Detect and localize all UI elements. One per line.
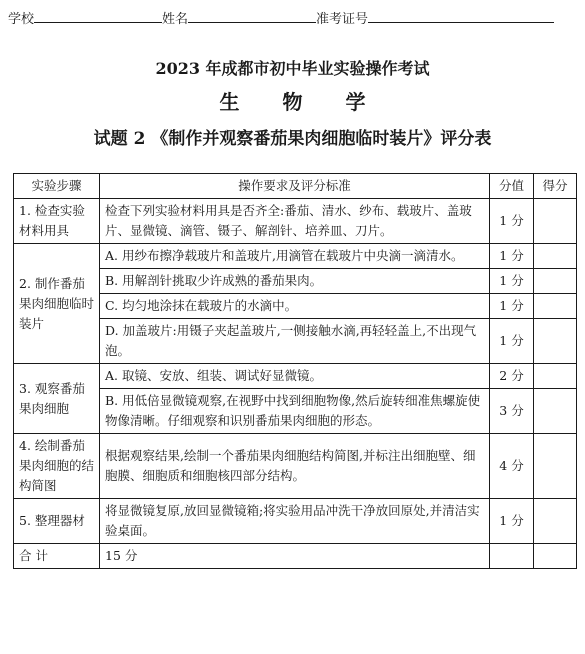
table-row [14, 499, 577, 544]
points-cell: 1 分 [490, 319, 534, 364]
table-row [14, 364, 577, 389]
score-cell[interactable] [534, 364, 577, 389]
criteria-cell: 根据观察结果,绘制一个番茄果肉细胞结构简图,并标注出细胞壁、细胞膜、细胞质和细胞核四部分结构。 [100, 434, 490, 499]
criteria-cell: D. 加盖玻片:用镊子夹起盖玻片,一侧接触水滴,再轻轻盖上,不出现气泡。 [100, 319, 490, 364]
school-label: 学校 [8, 12, 35, 27]
total-score-cell[interactable] [534, 544, 577, 569]
school-field[interactable] [34, 10, 162, 23]
score-cell[interactable] [534, 244, 577, 269]
scoring-table [13, 173, 577, 569]
table-header-row [14, 174, 577, 199]
criteria-cell: A. 用纱布擦净载玻片和盖玻片,用滴管在载玻片中央滴一滴清水。 [100, 244, 490, 269]
exam-no-field[interactable] [368, 10, 554, 23]
criteria-cell: A. 取镜、安放、组装、调试好显微镜。 [100, 364, 490, 389]
points-cell: 3 分 [490, 389, 534, 434]
table-row [14, 199, 577, 244]
score-cell[interactable] [534, 434, 577, 499]
step-cell: 2. 制作番茄果肉细胞临时装片 [14, 244, 100, 364]
exam-no-label: 准考证号 [316, 12, 369, 27]
subject-title: 生 物 学 [219, 90, 384, 114]
criteria-cell: B. 用低倍显微镜观察,在视野中找到细胞物像,然后旋转细准焦螺旋使物像清晰。仔细观察和识别番茄果肉细胞的形态。 [100, 389, 490, 434]
score-cell[interactable] [534, 389, 577, 434]
points-cell: 2 分 [490, 364, 534, 389]
total-value: 15 分 [100, 544, 490, 569]
test-title: 试题 2 《制作并观察番茄果肉细胞临时装片》评分表 [93, 129, 492, 149]
exam-info-header [8, 8, 578, 27]
exam-title: 2023 年成都市初中毕业实验操作考试 [155, 59, 430, 78]
criteria-cell: C. 均匀地涂抹在载玻片的水滴中。 [100, 294, 490, 319]
header-criteria: 操作要求及评分标准 [100, 174, 490, 199]
total-points-cell [490, 544, 534, 569]
score-cell[interactable] [534, 199, 577, 244]
table-row [14, 434, 577, 499]
header-step: 实验步骤 [14, 174, 100, 199]
total-label: 合 计 [14, 544, 100, 569]
points-cell: 4 分 [490, 434, 534, 499]
header-score: 得分 [534, 174, 577, 199]
step-cell: 3. 观察番茄果肉细胞 [14, 364, 100, 434]
points-cell: 1 分 [490, 199, 534, 244]
table-row [14, 244, 577, 269]
points-cell: 1 分 [490, 294, 534, 319]
score-cell[interactable] [534, 499, 577, 544]
total-row [14, 544, 577, 569]
step-cell: 5. 整理器材 [14, 499, 100, 544]
header-points: 分值 [490, 174, 534, 199]
name-label: 姓名 [162, 12, 189, 27]
criteria-cell: B. 用解剖针挑取少许成熟的番茄果肉。 [100, 269, 490, 294]
name-field[interactable] [188, 10, 316, 23]
criteria-cell: 将显微镜复原,放回显微镜箱;将实验用品冲洗干净放回原处,并清洁实验桌面。 [100, 499, 490, 544]
step-cell: 1. 检查实验材料用具 [14, 199, 100, 244]
criteria-cell: 检查下列实验材料用具是否齐全:番茄、清水、纱布、载玻片、盖玻片、显微镜、滴管、镊子、解剖针、培养皿、刀片。 [100, 199, 490, 244]
step-cell: 4. 绘制番茄果肉细胞的结构简图 [14, 434, 100, 499]
points-cell: 1 分 [490, 244, 534, 269]
score-cell[interactable] [534, 269, 577, 294]
points-cell: 1 分 [490, 499, 534, 544]
points-cell: 1 分 [490, 269, 534, 294]
score-cell[interactable] [534, 294, 577, 319]
score-cell[interactable] [534, 319, 577, 364]
